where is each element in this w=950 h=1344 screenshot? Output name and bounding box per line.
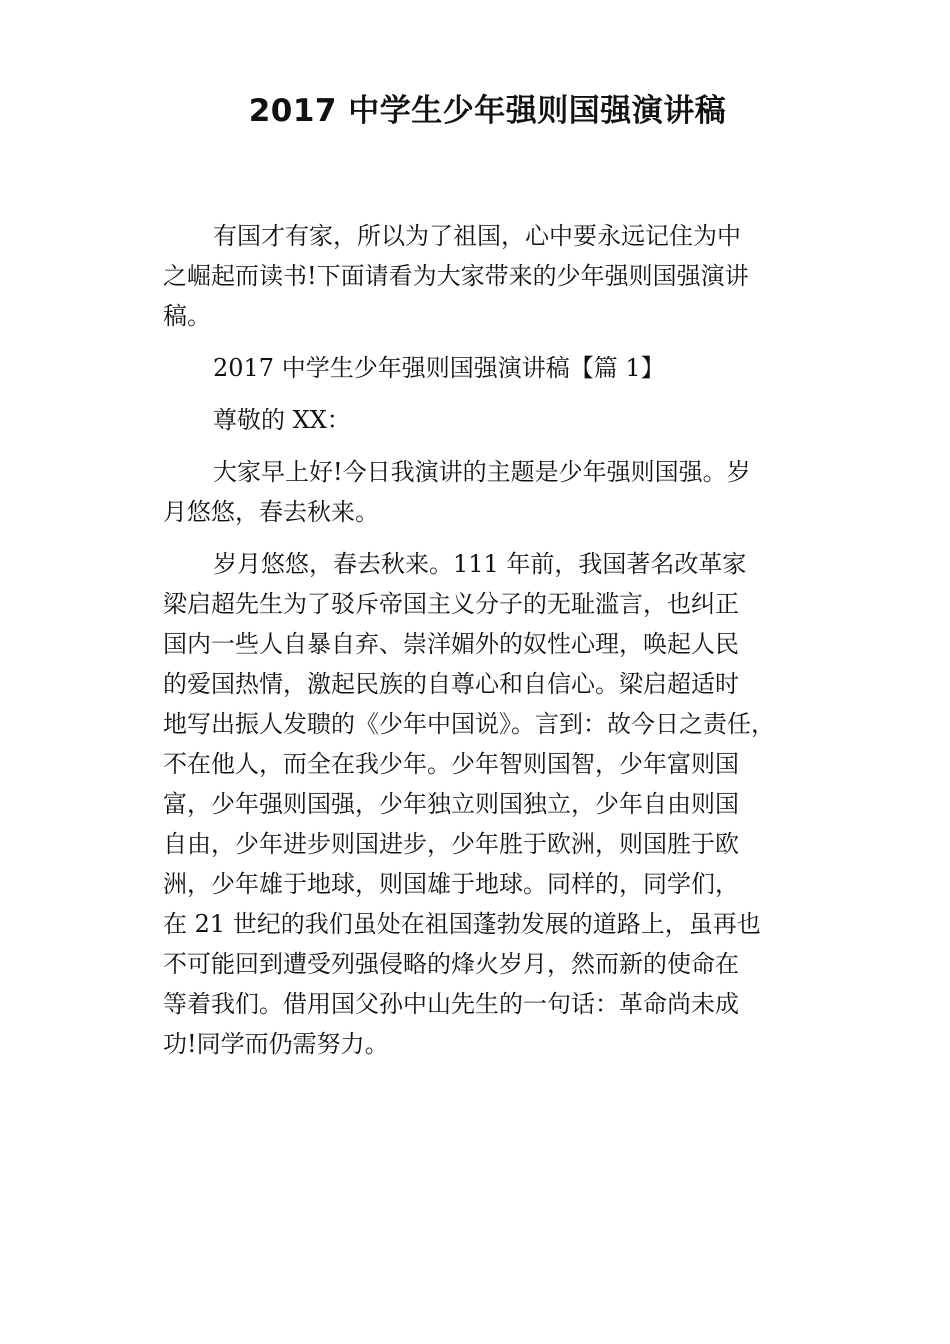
paragraph-line: 国内一些人自暴自弃、崇洋媚外的奴性心理，唤起人民 xyxy=(163,630,739,658)
paragraph-line: 大家早上好!今日我演讲的主题是少年强则国强。岁 xyxy=(213,458,751,486)
paragraph-line: 功!同学而仍需努力。 xyxy=(163,1030,389,1058)
document-title: 2017 中学生少年强则国强演讲稿 xyxy=(248,93,727,129)
paragraph-line: 梁启超先生为了驳斥帝国主义分子的无耻滥言，也纠正 xyxy=(163,590,739,618)
section-heading: 2017 中学生少年强则国强演讲稿【篇 1】 xyxy=(213,354,665,382)
paragraph-line: 岁月悠悠，春去秋来。111 年前，我国著名改革家 xyxy=(213,550,747,578)
paragraph-line: 之崛起而读书!下面请看为大家带来的少年强则国强演讲 xyxy=(163,262,749,290)
salutation: 尊敬的 XX： xyxy=(213,406,351,434)
paragraph-line: 富，少年强则国强，少年独立则国独立，少年自由则国 xyxy=(163,790,739,818)
paragraph-line: 不在他人，而全在我少年。少年智则国智，少年富则国 xyxy=(163,750,739,778)
paragraph-line: 等着我们。借用国父孙中山先生的一句话：革命尚未成 xyxy=(163,990,739,1018)
paragraph-line: 月悠悠，春去秋来。 xyxy=(163,498,379,526)
document-body xyxy=(163,216,803,1064)
paragraph-line: 的爱国热情，激起民族的自尊心和自信心。梁启超适时 xyxy=(163,670,739,698)
paragraph-line: 在 21 世纪的我们虽处在祖国蓬勃发展的道路上，虽再也 xyxy=(163,910,761,938)
paragraph-line: 不可能回到遭受列强侵略的烽火岁月，然而新的使命在 xyxy=(163,950,739,978)
paragraph-line: 地写出振人发聩的《少年中国说》。言到：故今日之责任， xyxy=(163,710,775,738)
paragraph-line: 自由，少年进步则国进步，少年胜于欧洲，则国胜于欧 xyxy=(163,830,739,858)
paragraph-line: 洲，少年雄于地球，则国雄于地球。同样的，同学们， xyxy=(163,870,739,898)
paragraph-line: 稿。 xyxy=(163,302,211,330)
paragraph-line: 有国才有家，所以为了祖国，心中要永远记住为中 xyxy=(213,222,741,250)
